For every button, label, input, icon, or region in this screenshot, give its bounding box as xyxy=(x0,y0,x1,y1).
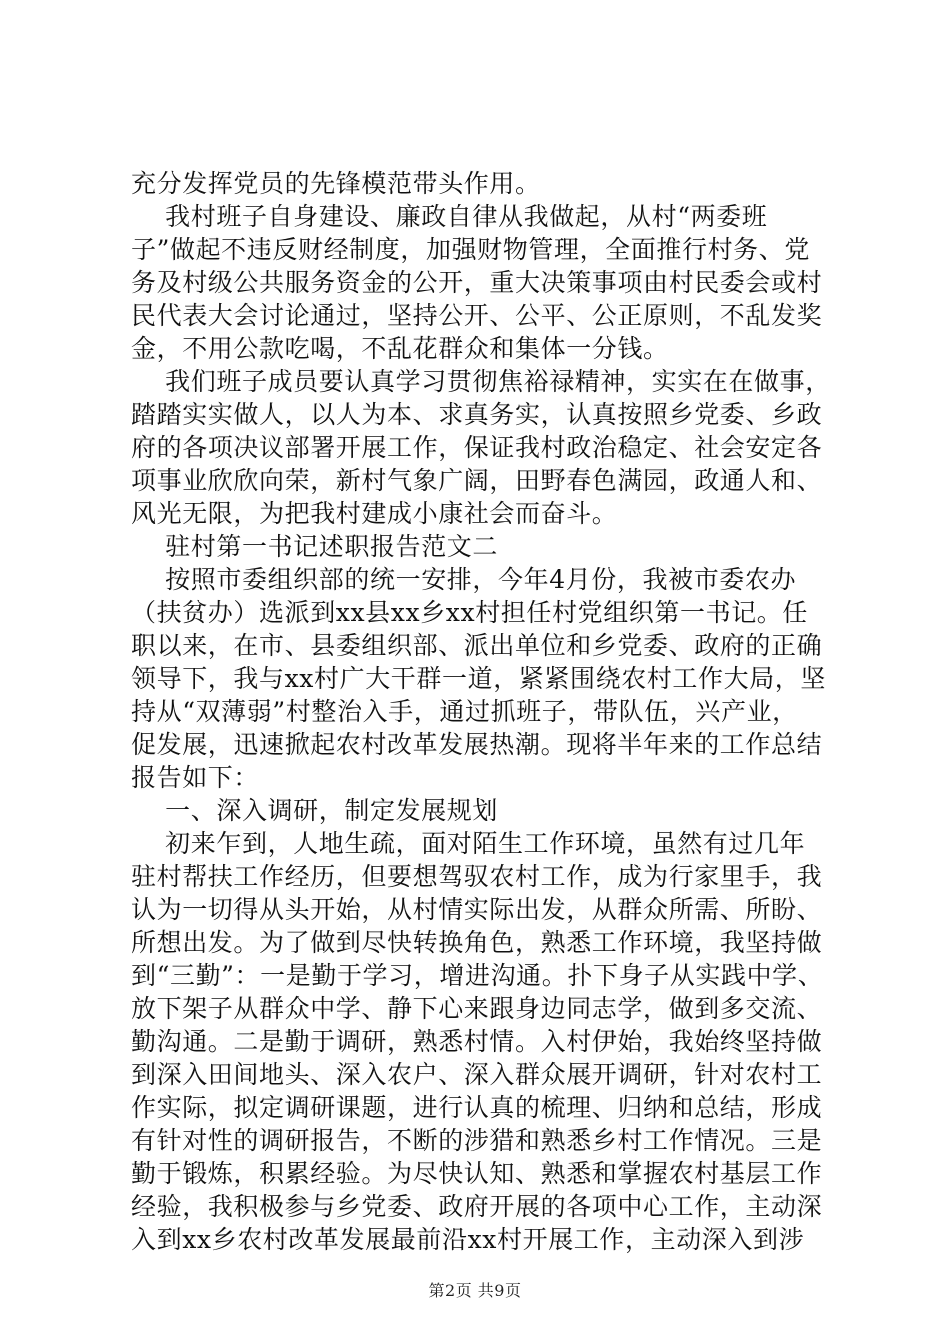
text-line: 经验，我积极参与乡党委、政府开展的各项中心工作，主动深 xyxy=(131,1192,823,1221)
text-line: 初来乍到，人地生疏，面对陌生工作环境，虽然有过几年 xyxy=(131,829,806,858)
text-line: 风光无限，为把我村建成小康社会而奋斗。 xyxy=(131,499,618,528)
text-line: 职以来，在市、县委组织部、派出单位和乡党委、政府的正确 xyxy=(131,631,823,660)
text-line: 民代表大会讨论通过，坚持公开、公平、公正原则，不乱发奖 xyxy=(131,301,823,330)
text-line: 到“三勤”：一是勤于学习，增进沟通。扑下身子从实践中学、 xyxy=(131,961,824,990)
text-line: 府的各项决议部署开展工作，保证我村政治稳定、社会安定各 xyxy=(131,433,823,462)
text-line: 入到xx乡农村改革发展最前沿xx村开展工作，主动深入到涉 xyxy=(131,1225,805,1254)
text-line: 作实际，拟定调研课题，进行认真的梳理、归纳和总结，形成 xyxy=(131,1093,823,1122)
text-line: 踏踏实实做人，以人为本、求真务实，认真按照乡党委、乡政 xyxy=(131,400,823,429)
text-line: （扶贫办）选派到xx县xx乡xx村担任村党组织第一书记。任 xyxy=(131,598,808,627)
text-line: 务及村级公共服务资金的公开，重大决策事项由村民委会或村 xyxy=(131,268,823,297)
text-line: 到深入田间地头、深入农户、深入群众展开调研，针对农村工 xyxy=(131,1060,823,1089)
text-line: 报告如下： xyxy=(131,763,260,792)
text-line: 金，不用公款吃喝，不乱花群众和集体一分钱。 xyxy=(131,334,669,363)
page-footer: 第2页 共9页 xyxy=(428,1281,522,1300)
text-line: 勤于锻炼，积累经验。为尽快认知、熟悉和掌握农村基层工作 xyxy=(131,1159,823,1188)
text-line: 驻村帮扶工作经历，但要想驾驭农村工作，成为行家里手，我 xyxy=(131,862,823,891)
text-line: 按照市委组织部的统一安排，今年4月份，我被市委农办 xyxy=(131,565,797,594)
text-line: 有针对性的调研报告，不断的涉猎和熟悉乡村工作情况。三是 xyxy=(131,1126,823,1155)
text-line: 放下架子从群众中学、静下心来跟身边同志学，做到多交流、 xyxy=(131,994,823,1023)
text-line: 一、深入调研，制定发展规划 xyxy=(131,796,498,825)
text-line: 项事业欣欣向荣，新村气象广阔，田野春色满园，政通人和、 xyxy=(131,466,823,495)
text-line: 驻村第一书记述职报告范文二 xyxy=(131,532,498,561)
text-line: 持从“双薄弱”村整治入手，通过抓班子，带队伍，兴产业， xyxy=(131,697,798,726)
text-line: 我村班子自身建设、廉政自律从我做起，从村“两委班 xyxy=(131,202,768,231)
text-line: 认为一切得从头开始，从村情实际出发，从群众所需、所盼、 xyxy=(131,895,823,924)
document-body xyxy=(131,167,831,1256)
text-line: 充分发挥党员的先锋模范带头作用。 xyxy=(131,169,541,198)
text-line: 我们班子成员要认真学习贯彻焦裕禄精神，实实在在做事， xyxy=(131,367,831,396)
text-line: 所想出发。为了做到尽快转换角色，熟悉工作环境，我坚持做 xyxy=(131,928,823,957)
text-line: 促发展，迅速掀起农村改革发展热潮。现将半年来的工作总结 xyxy=(131,730,823,759)
text-line: 子”做起不违反财经制度，加强财物管理，全面推行村务、党 xyxy=(131,235,810,264)
text-line: 领导下，我与xx村广大干群一道，紧紧围绕农村工作大局，坚 xyxy=(131,664,827,693)
text-line: 勤沟通。二是勤于调研，熟悉村情。入村伊始，我始终坚持做 xyxy=(131,1027,823,1056)
